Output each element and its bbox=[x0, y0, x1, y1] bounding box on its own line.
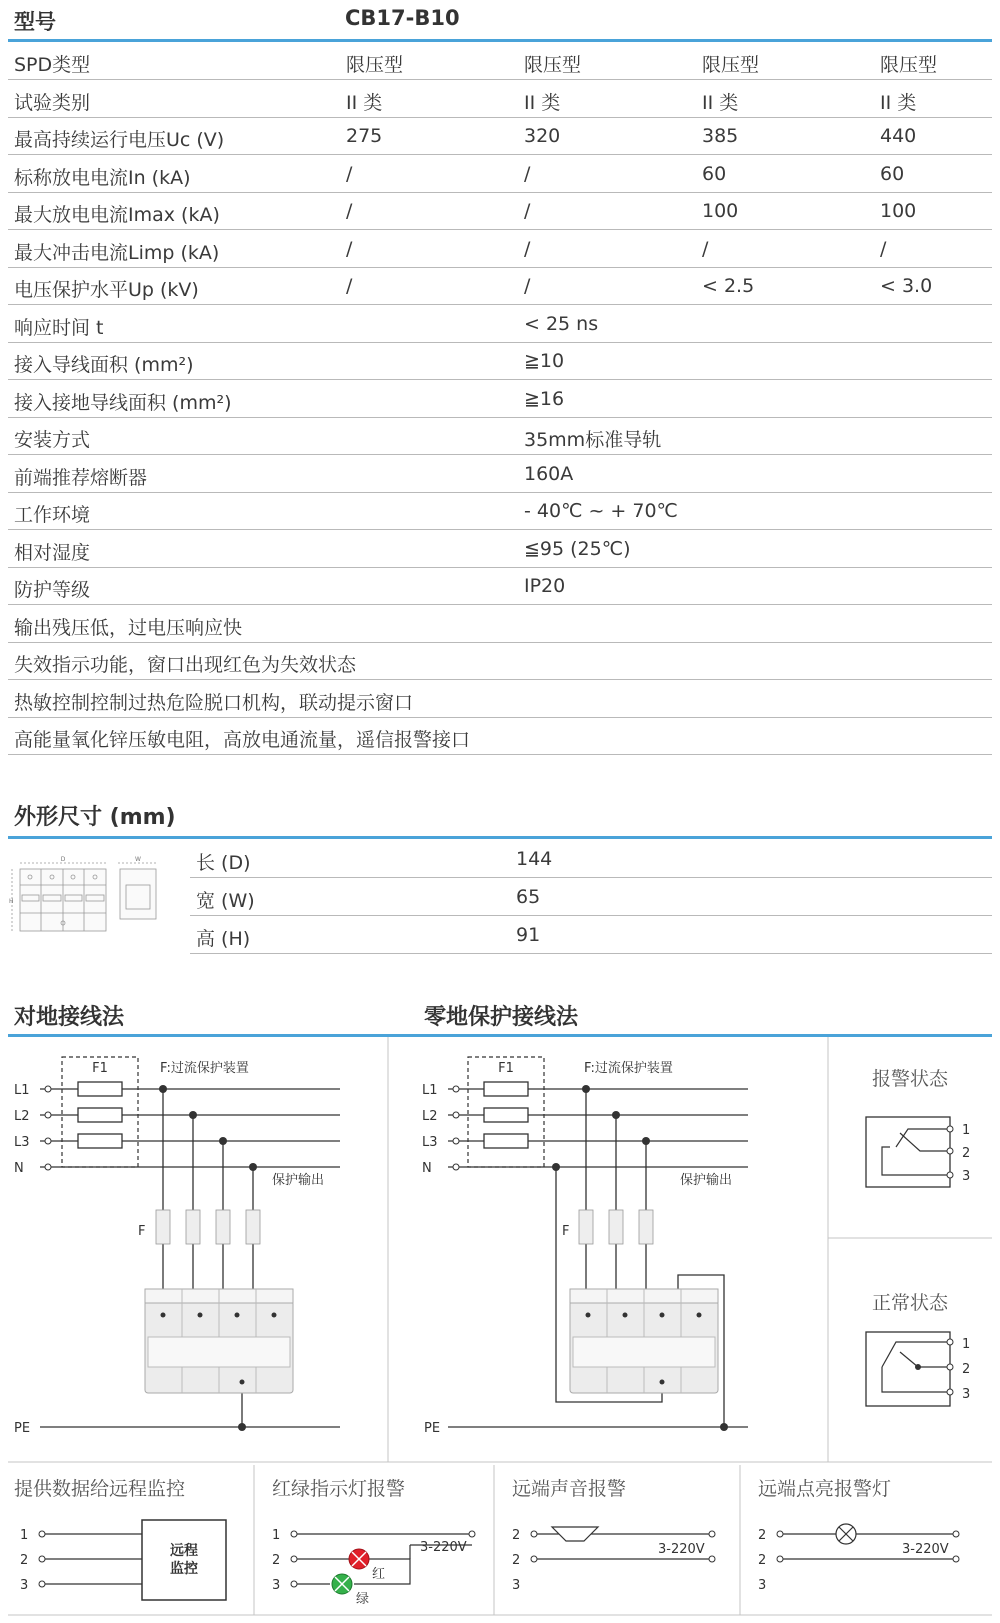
dimensions-title: 外形尺寸 (mm) bbox=[14, 805, 176, 830]
terminal-1: 1 bbox=[962, 1123, 971, 1138]
neutral-ground-wiring-diagram bbox=[422, 1057, 748, 1436]
wiring-left-title: 对地接线法 bbox=[14, 1005, 125, 1030]
spec-value: / bbox=[346, 200, 353, 222]
spec-value: / bbox=[524, 275, 531, 297]
spec-label: 最大冲击电流Limp (kA) bbox=[14, 242, 220, 264]
green-lamp-icon bbox=[332, 1574, 352, 1594]
wiring-right-title: 零地保护接线法 bbox=[424, 1005, 579, 1030]
spec-value: 385 bbox=[702, 125, 739, 147]
line-label-l2: L2 bbox=[14, 1109, 30, 1124]
green-label: 绿 bbox=[356, 1592, 370, 1607]
common-label: 接入导线面积 (mm²) bbox=[14, 354, 194, 376]
terminal-c: 3 bbox=[512, 1578, 521, 1593]
spec-value: / bbox=[346, 275, 353, 297]
model-label: 型号 bbox=[14, 10, 56, 34]
feature-text: 热敏控制控制过热危险脱口机构，联动提示窗口 bbox=[14, 692, 414, 714]
output-label: 保护输出 bbox=[272, 1173, 325, 1188]
common-value: ≧10 bbox=[524, 350, 565, 372]
common-row-response-time bbox=[8, 305, 992, 343]
common-label: 工作环境 bbox=[14, 504, 91, 526]
terminal-a: 2 bbox=[758, 1528, 767, 1543]
feature-text: 输出残压低，过电压响应快 bbox=[14, 617, 243, 639]
common-label: 接入接地导线面积 (mm²) bbox=[14, 392, 232, 414]
terminal-c: 3 bbox=[758, 1578, 767, 1593]
spec-value: 440 bbox=[880, 125, 917, 147]
indicator-title: 红绿指示灯报警 bbox=[272, 1478, 406, 1500]
spec-value: / bbox=[524, 238, 531, 260]
spec-value: 60 bbox=[880, 163, 905, 185]
line-label-n: N bbox=[422, 1161, 432, 1176]
spec-value: II 类 bbox=[880, 92, 917, 114]
dimension-label: 长 (D) bbox=[196, 852, 251, 874]
dimension-row-height bbox=[190, 916, 992, 954]
common-row-mounting bbox=[8, 417, 992, 455]
common-label: 防护等级 bbox=[14, 579, 91, 601]
fuse-caption: F:过流保护装置 bbox=[584, 1061, 673, 1076]
common-value: ≧16 bbox=[524, 388, 565, 410]
terminal-3: 3 bbox=[962, 1169, 971, 1184]
spec-row-up bbox=[8, 267, 992, 305]
spec-row-limp bbox=[8, 230, 992, 268]
spd-module-right bbox=[570, 1289, 718, 1393]
dimension-row-length bbox=[190, 840, 992, 878]
normal-state-label: 正常状态 bbox=[871, 1292, 949, 1314]
common-label: 相对湿度 bbox=[14, 542, 91, 564]
common-value: - 40℃ ~ + 70℃ bbox=[524, 500, 678, 522]
terminal-b: 2 bbox=[758, 1553, 767, 1568]
monitor-box-text-2: 监控 bbox=[170, 1561, 198, 1577]
feature-row bbox=[8, 605, 992, 643]
terminal-2: 2 bbox=[20, 1553, 29, 1568]
fuse-label: F1 bbox=[498, 1061, 514, 1076]
alarm-wiring-examples bbox=[0, 1465, 1000, 1623]
feature-row bbox=[8, 642, 992, 680]
product-dimension-drawing bbox=[8, 855, 168, 955]
remote-monitor-example bbox=[14, 1478, 226, 1600]
spec-value: 320 bbox=[524, 125, 561, 147]
output-label: 保护输出 bbox=[680, 1173, 733, 1188]
feature-text: 失效指示功能，窗口出现红色为失效状态 bbox=[14, 654, 357, 676]
ground-wiring-diagram bbox=[14, 1057, 340, 1436]
indicator-voltage: 3-220V bbox=[420, 1540, 467, 1555]
terminal-1: 1 bbox=[272, 1528, 281, 1543]
feature-row bbox=[8, 680, 992, 718]
dimension-label: 高 (H) bbox=[196, 928, 251, 950]
remote-sound-example bbox=[512, 1478, 715, 1593]
terminal-b: 2 bbox=[512, 1553, 521, 1568]
dimension-value: 65 bbox=[516, 886, 541, 908]
fuse-label: F1 bbox=[92, 1061, 108, 1076]
spec-value: 限压型 bbox=[524, 54, 582, 76]
spec-row-in bbox=[8, 155, 992, 193]
common-value: < 25 ns bbox=[524, 313, 599, 335]
spec-value: < 3.0 bbox=[880, 275, 933, 297]
spec-value: II 类 bbox=[524, 92, 561, 114]
common-label: 响应时间 t bbox=[14, 317, 104, 339]
red-lamp-icon bbox=[349, 1549, 369, 1569]
light-title: 远端点亮报警灯 bbox=[758, 1478, 892, 1500]
line-label-l2: L2 bbox=[422, 1109, 438, 1124]
spec-label: 试验类别 bbox=[14, 92, 91, 114]
spec-value: < 2.5 bbox=[702, 275, 755, 297]
common-label: 前端推荐熔断器 bbox=[14, 467, 148, 489]
dimension-row-width bbox=[190, 878, 992, 916]
fuse-caption: F:过流保护装置 bbox=[160, 1061, 249, 1076]
spec-value: 限压型 bbox=[880, 54, 938, 76]
dimensions-divider bbox=[8, 836, 992, 839]
terminal-3: 3 bbox=[272, 1578, 281, 1593]
spec-value: II 类 bbox=[702, 92, 739, 114]
common-value: ≦95 (25℃) bbox=[524, 538, 631, 560]
spec-row-imax bbox=[8, 192, 992, 230]
spec-value: 100 bbox=[702, 200, 739, 222]
spec-label: SPD类型 bbox=[14, 54, 91, 76]
lamp-icon bbox=[836, 1524, 856, 1544]
indicator-lamp-example bbox=[272, 1478, 475, 1607]
spec-label: 最大放电电流Imax (kA) bbox=[14, 204, 220, 226]
terminal-3: 3 bbox=[962, 1387, 971, 1402]
common-value: 160A bbox=[524, 463, 574, 485]
pe-label: PE bbox=[14, 1421, 31, 1436]
spec-value: / bbox=[524, 163, 531, 185]
common-row-wire-area bbox=[8, 342, 992, 380]
terminal-3: 3 bbox=[20, 1578, 29, 1593]
spec-label: 标称放电电流In (kA) bbox=[14, 167, 191, 189]
pe-label: PE bbox=[424, 1421, 441, 1436]
line-label-l3: L3 bbox=[14, 1135, 30, 1150]
feature-text: 高能量氧化锌压敏电阻，高放电通流量，遥信报警接口 bbox=[14, 729, 471, 751]
terminal-a: 2 bbox=[512, 1528, 521, 1543]
spec-value: / bbox=[702, 238, 709, 260]
buzzer-icon bbox=[552, 1527, 598, 1541]
model-value: CB17-B10 bbox=[345, 6, 460, 30]
spec-row-uc bbox=[8, 117, 992, 155]
spec-value: 60 bbox=[702, 163, 727, 185]
dimension-d-label: D bbox=[60, 856, 66, 863]
sound-title: 远端声音报警 bbox=[512, 1478, 627, 1500]
alarm-state-label: 报警状态 bbox=[871, 1068, 949, 1090]
remote-light-example bbox=[758, 1478, 959, 1593]
spec-value: / bbox=[880, 238, 887, 260]
spec-row-spd-type bbox=[8, 42, 992, 80]
feature-row bbox=[8, 717, 992, 755]
line-label-l1: L1 bbox=[422, 1083, 438, 1098]
red-label: 红 bbox=[372, 1567, 386, 1582]
f-label: F bbox=[138, 1224, 146, 1239]
terminal-2: 2 bbox=[962, 1146, 971, 1161]
dimension-w-label: W bbox=[135, 856, 141, 863]
spec-label: 电压保护水平Up (kV) bbox=[14, 279, 199, 301]
spec-value: 275 bbox=[346, 125, 383, 147]
terminal-1: 1 bbox=[962, 1337, 971, 1352]
spec-value: 限压型 bbox=[702, 54, 760, 76]
dimension-value: 91 bbox=[516, 924, 541, 946]
terminal-1: 1 bbox=[20, 1528, 29, 1543]
spec-value: / bbox=[346, 238, 353, 260]
remote-monitor-title: 提供数据给远程监控 bbox=[14, 1478, 186, 1500]
common-row-humidity bbox=[8, 530, 992, 568]
line-label-n: N bbox=[14, 1161, 24, 1176]
normal-state-panel bbox=[866, 1292, 970, 1406]
spec-value: 100 bbox=[880, 200, 917, 222]
wiring-diagrams bbox=[0, 1037, 1000, 1467]
spec-row-test-class bbox=[8, 80, 992, 118]
line-label-l1: L1 bbox=[14, 1083, 30, 1098]
alarm-state-panel bbox=[866, 1068, 970, 1187]
terminal-2: 2 bbox=[962, 1362, 971, 1377]
dimension-label: 宽 (W) bbox=[196, 890, 255, 912]
dimension-h-label: H bbox=[9, 898, 14, 905]
monitor-box-text-1: 远程 bbox=[170, 1543, 198, 1559]
common-label: 安装方式 bbox=[14, 429, 91, 451]
common-row-fuse bbox=[8, 455, 992, 493]
spec-label: 最高持续运行电压Uc (V) bbox=[14, 129, 225, 151]
spec-value: / bbox=[524, 200, 531, 222]
common-value: 35mm标准导轨 bbox=[524, 429, 662, 451]
spec-value: II 类 bbox=[346, 92, 383, 114]
common-row-ground-wire-area bbox=[8, 380, 992, 418]
sound-voltage: 3-220V bbox=[658, 1542, 705, 1557]
light-voltage: 3-220V bbox=[902, 1542, 949, 1557]
spec-value: 限压型 bbox=[346, 54, 404, 76]
spec-value: / bbox=[346, 163, 353, 185]
common-row-environment bbox=[8, 492, 992, 530]
f-label: F bbox=[562, 1224, 570, 1239]
dimension-value: 144 bbox=[516, 848, 553, 870]
line-label-l3: L3 bbox=[422, 1135, 438, 1150]
terminal-2: 2 bbox=[272, 1553, 281, 1568]
common-value: IP20 bbox=[524, 575, 566, 597]
common-row-protection bbox=[8, 567, 992, 605]
spd-module-left bbox=[145, 1289, 293, 1393]
